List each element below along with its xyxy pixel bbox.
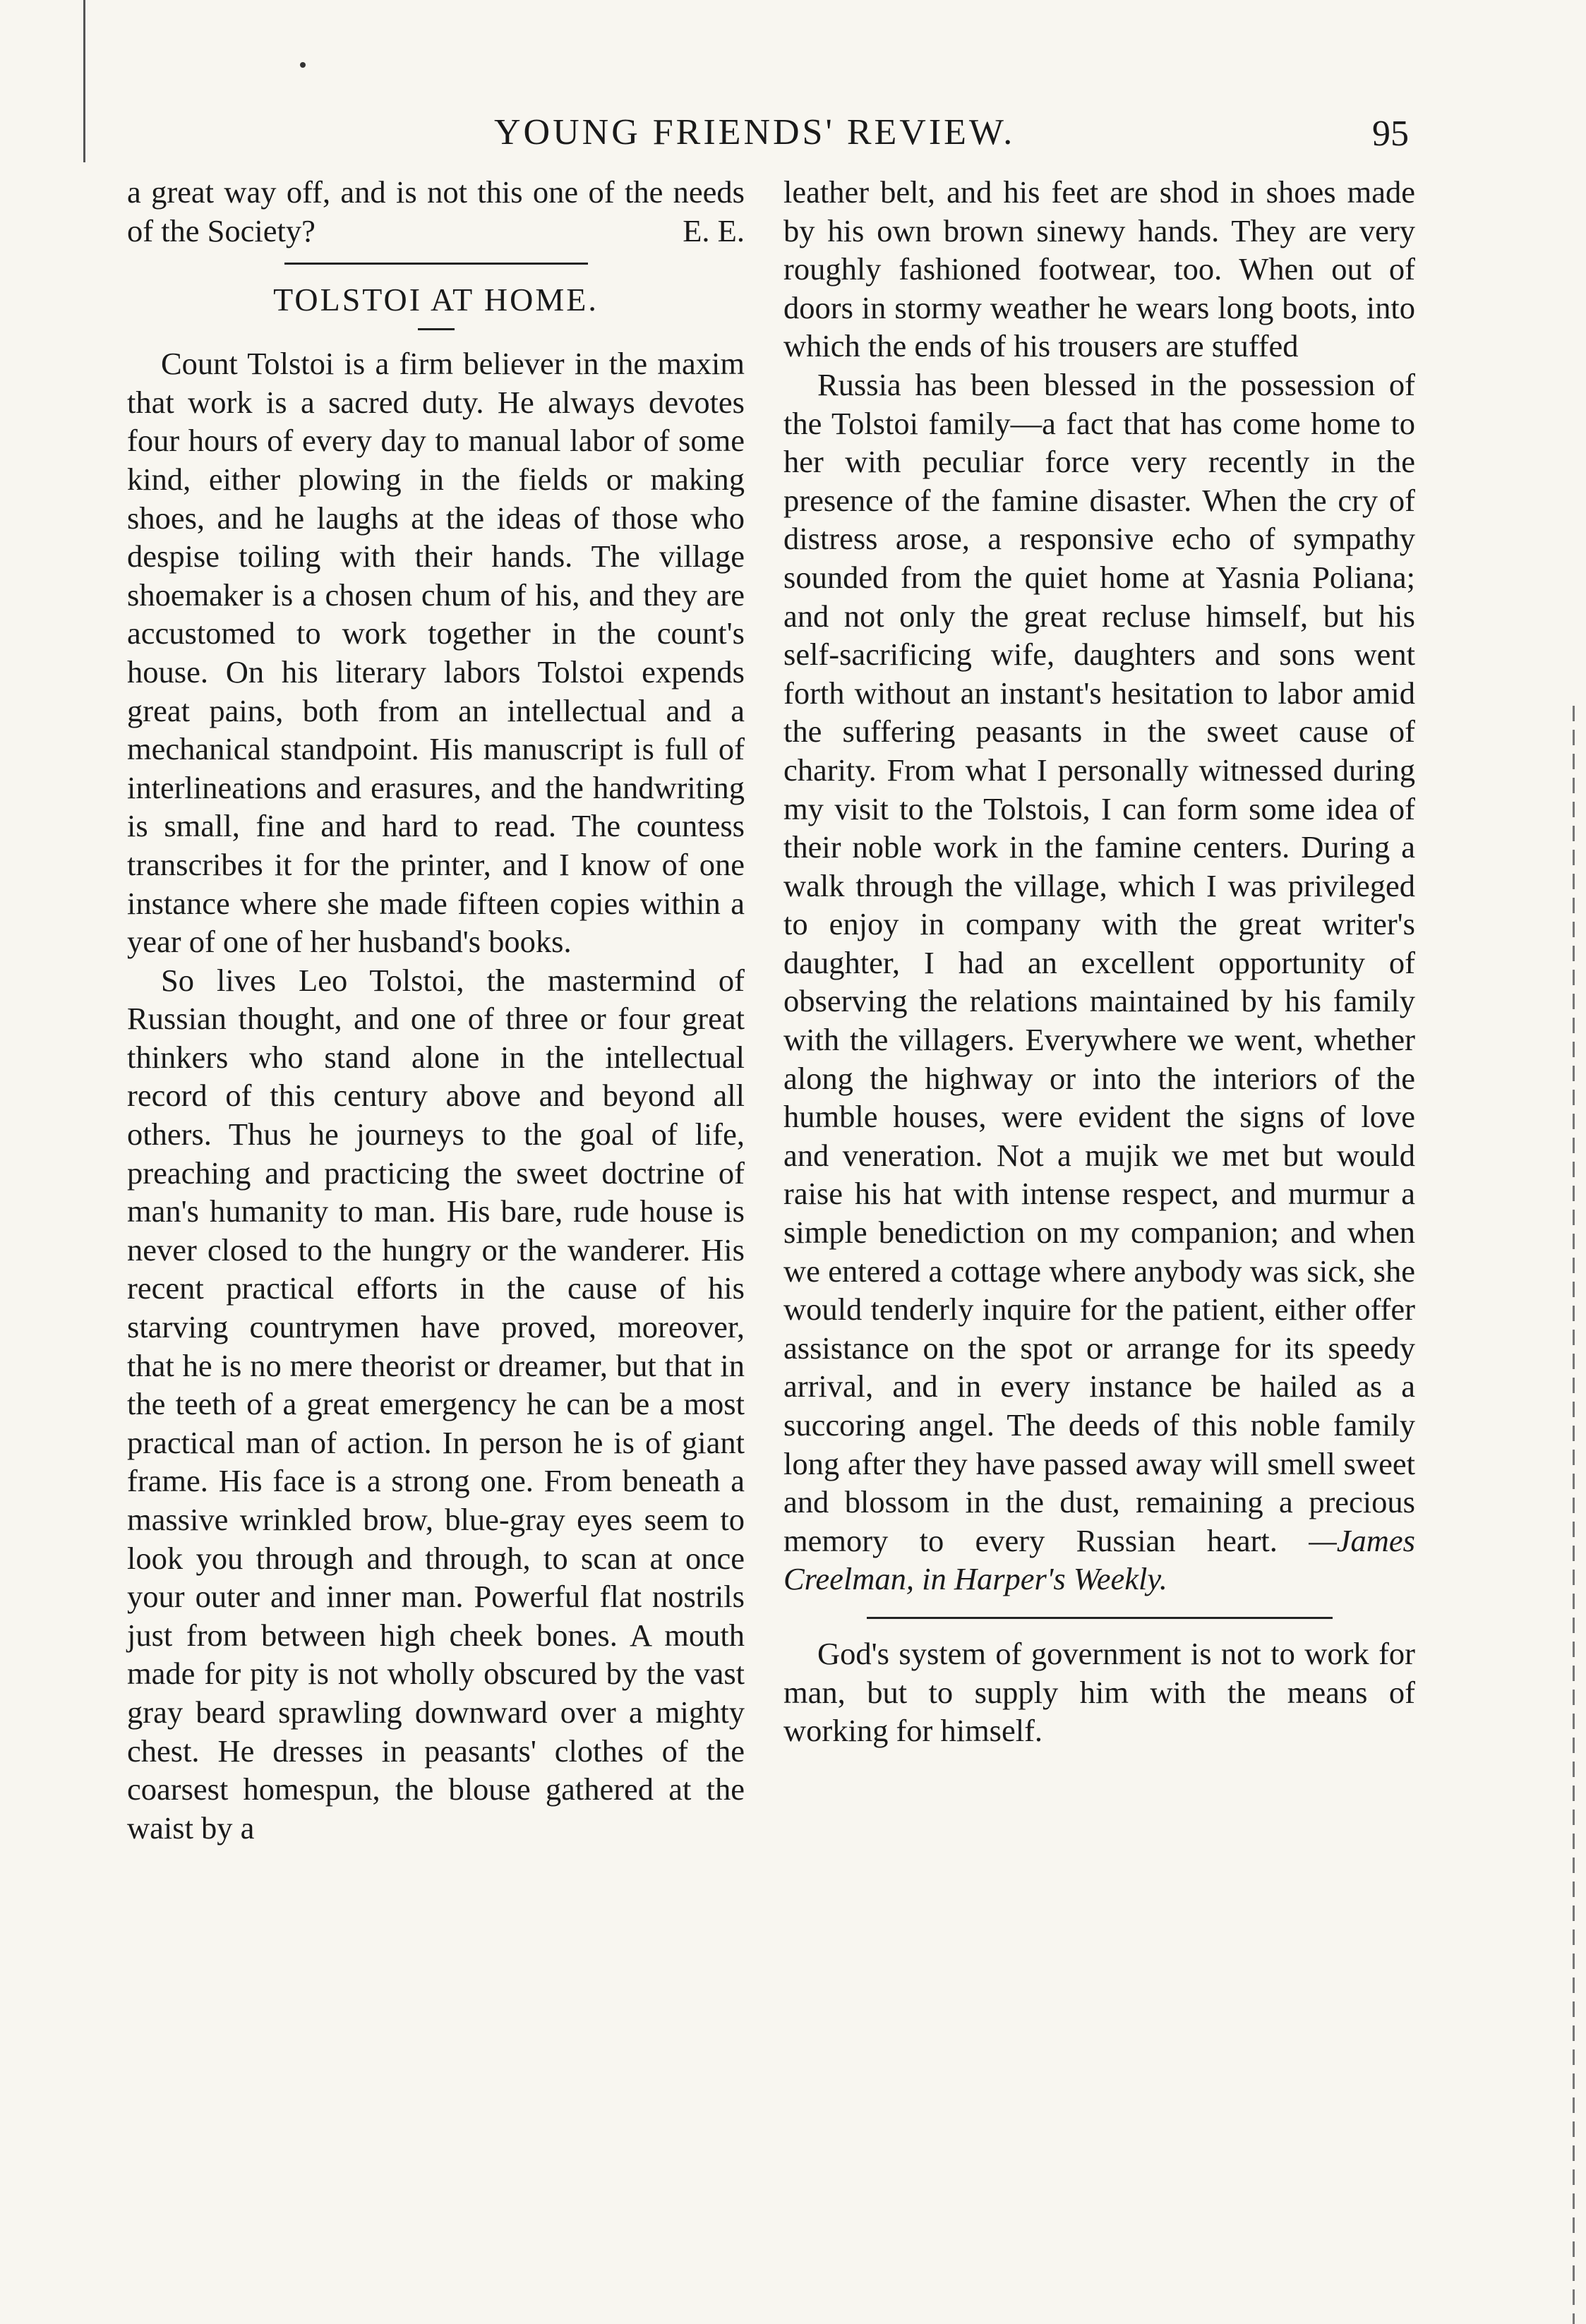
paragraph: Russia has been blessed in the possession of the Tolstoi family—a fact that has come home to her with peculiar force very recently in the presence of the famine disaster. When the cry of distress arose, a responsive echo of sympathy sounded from the quiet home at Yasnia Poliana; and not only the great recluse himself, but his self-sacrificing wife, daughters and sons went forth without an instant's hesitation to labor amid the suffering peasants in the sweet cause of charity. From what I personally witnessed during my visit to the Tolstois, I can form some idea of their noble work in the famine centers. During a walk through the village, which I was privileged to enjoy in company with the great writer's daughter, I had an excellent opportunity of observing the relations maintained by his family with the villagers. Everywhere we went, whether along the highway or into the interiors of the humble houses, were evident the signs of love and veneration. Not a mujik we met but would raise his hat with intense respect, and murmur a simple benediction on my companion; and when we entered a cottage where anybody was sick, she would tenderly inquire for the patient, either offer assistance on the spot or arrange for its speedy arrival, and in every instance be hailed as a succoring angel. The deeds of this noble family long after they have passed away will smell sweet and blossom in the dust, remaining a precious memory to every Russian heart. —James Creelman, in Harper's Weekly. <box>783 366 1415 1597</box>
continued-text: a great way off, and is not this one of the needs of the Society? E. E. <box>127 173 745 250</box>
article-credit: —James Creelman, in Harper's Weekly. <box>783 1522 1415 1597</box>
paragraph: So lives Leo Tolstoi, the mastermind of Russian thought, and one of three or four great thinkers who stand alone in the intellectual record of this century above and beyond all others. Thus he journeys to the goal of life, preaching and practicing the sweet doctrine of man's humanity to man. His bare, rude house is never closed to the hungry or the wanderer. His recent practical efforts in the cause of his starving countrymen have proved, moreover, that he is no mere theorist or dreamer, but that in the teeth of a great emergency he can be a most practical man of action. In person he is of giant frame. His face is a strong one. From beneath a massive wrinkled brow, blue-gray eyes seem to look you through and through, to scan at once your outer and inner man. Powerful flat nostrils just from between high cheek bones. A mouth made for pity is not wholly obscured by the vast gray beard sprawling downward over a mighty chest. He dresses in peasants' clothes of the coarsest homespun, the blouse gathered at the waist by a <box>127 962 745 1846</box>
journal-title: YOUNG FRIENDS' REVIEW. <box>494 112 1016 152</box>
running-header <box>0 112 1586 168</box>
page-number: 95 <box>1372 114 1409 154</box>
paragraph: Count Tolstoi is a firm believer in the maxim that work is a sacred duty. He always devotes four hours of every day to manual labor of some kind, either plowing in the fields or making shoes, and he laughs at the ideas of those who despise toiling with their hands. The village shoemaker is a chosen chum of his, and they are accustomed to work together in the count's house. On his literary labors Tolstoi expends great pains, both from an intellectual and a mechanical standpoint. His manuscript is full of interlineations and erasures, and the handwriting is small, fine and hard to read. The countess transcribes it for the printer, and I know of one instance where she made fifteen copies within a year of one of her husband's books. <box>127 346 745 960</box>
article-title: TOLSTOI AT HOME. <box>273 282 599 318</box>
section-divider <box>284 263 588 265</box>
continued-text: leather belt, and his feet are shod in shoes made by his own brown sinewy hands. They are very roughly fashioned footwear, too. When out of doors in stormy weather he wears long boots, into which the ends of his trousers are stuffed <box>783 174 1415 364</box>
author-initials: E. E. <box>683 212 745 248</box>
scan-edge-right <box>1573 706 1575 2324</box>
right-column <box>783 173 1415 1750</box>
title-dash <box>418 328 455 330</box>
left-column <box>127 173 745 1847</box>
ink-speck <box>300 62 306 68</box>
section-divider <box>867 1617 1333 1619</box>
closing-paragraph: God's system of government is not to work for man, but to supply him with the means of working for himself. <box>783 1635 1415 1749</box>
